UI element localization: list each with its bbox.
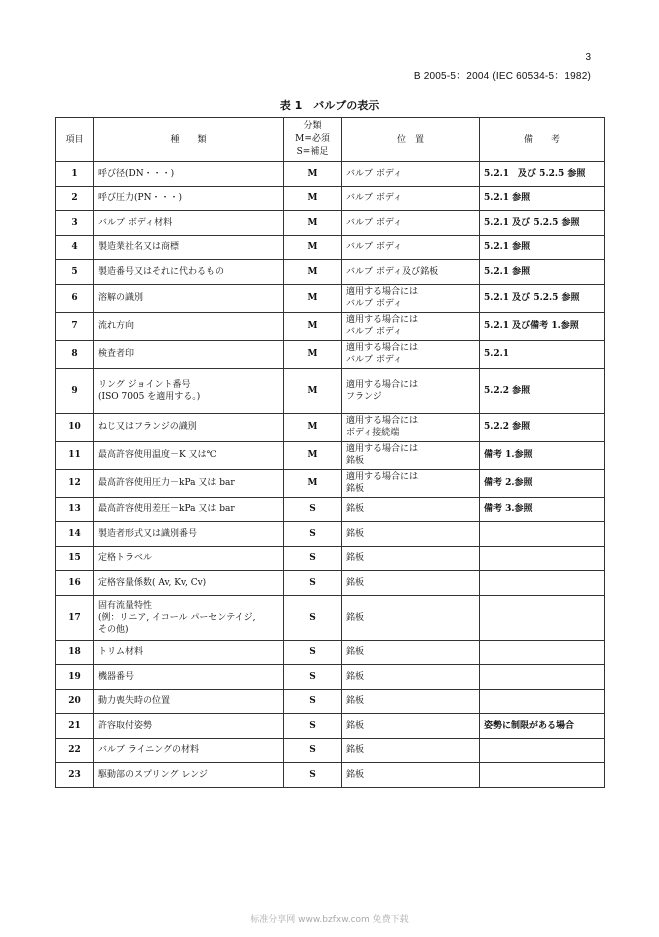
row-kind: リング ジョイント番号 (ISO 7005 を適用する。) [94,368,284,413]
row-classification: S [284,714,342,739]
row-position: 銘板 [342,571,480,596]
table-row [56,235,605,260]
header-classification: 分類 M=必須 S=補足 [284,118,342,162]
row-kind: 溶解の識別 [94,284,284,312]
row-kind: 最高許容使用圧力－kPa 又は bar [94,469,284,497]
table-header-row [56,118,605,162]
row-kind: 駆動部のスプリング レンジ [94,763,284,788]
row-remarks [480,546,605,571]
header-remarks: 備 考 [480,118,605,162]
row-classification: M [284,162,342,187]
row-item-no: 18 [56,640,94,665]
row-kind: バルブ ボディ材料 [94,211,284,236]
row-position: 銘板 [342,738,480,763]
row-position: 適用する場合には バルブ ボディ [342,340,480,368]
row-kind: 製造業社名又は商標 [94,235,284,260]
table-row [56,595,605,640]
row-kind: ねじ又はフランジの識別 [94,413,284,441]
row-kind: バルブ ライニングの材料 [94,738,284,763]
row-remarks [480,595,605,640]
row-item-no: 6 [56,284,94,312]
table-row [56,211,605,236]
row-classification: S [284,738,342,763]
row-item-no: 20 [56,689,94,714]
row-position: 適用する場合には ボディ接続端 [342,413,480,441]
row-classification: M [284,441,342,469]
row-position: バルブ ボディ [342,211,480,236]
table-row [56,441,605,469]
table-row [56,714,605,739]
row-position: 銘板 [342,689,480,714]
table-row [56,522,605,547]
row-remarks [480,738,605,763]
row-kind: 機器番号 [94,665,284,690]
header-item-no: 項目 [56,118,94,162]
row-kind: 定格トラベル [94,546,284,571]
row-item-no: 8 [56,340,94,368]
row-kind: 許容取付姿勢 [94,714,284,739]
table-row [56,665,605,690]
row-remarks: 5.2.1 及び 5.2.5 参照 [480,162,605,187]
row-classification: M [284,211,342,236]
table-row [56,186,605,211]
header-kind: 種 類 [94,118,284,162]
row-position: 銘板 [342,665,480,690]
row-position: 銘板 [342,497,480,522]
row-classification: S [284,546,342,571]
row-item-no: 23 [56,763,94,788]
row-kind: トリム材料 [94,640,284,665]
row-classification: S [284,522,342,547]
row-item-no: 11 [56,441,94,469]
row-remarks: 5.2.2 参照 [480,368,605,413]
row-classification: S [284,595,342,640]
row-kind: 流れ方向 [94,312,284,340]
row-item-no: 15 [56,546,94,571]
row-item-no: 13 [56,497,94,522]
row-remarks [480,571,605,596]
row-remarks [480,522,605,547]
row-remarks: 5.2.1 [480,340,605,368]
row-position: バルブ ボディ [342,186,480,211]
row-classification: S [284,497,342,522]
row-item-no: 17 [56,595,94,640]
row-position: 適用する場合には バルブ ボディ [342,312,480,340]
row-kind: 最高許容使用差圧－kPa 又は bar [94,497,284,522]
table-row [56,571,605,596]
row-kind: 検査者印 [94,340,284,368]
table-row [56,162,605,187]
row-position: 適用する場合には フランジ [342,368,480,413]
row-item-no: 4 [56,235,94,260]
row-item-no: 3 [56,211,94,236]
row-classification: M [284,340,342,368]
row-item-no: 9 [56,368,94,413]
document-id: B 2005-5：2004 (IEC 60534-5：1982) [413,71,591,82]
row-remarks: 備考 3.参照 [480,497,605,522]
table-row [56,689,605,714]
row-kind: 固有流量特性 (例：リニア, イコール パーセンテイジ, その他) [94,595,284,640]
row-kind: 製造者形式又は識別番号 [94,522,284,547]
row-position: バルブ ボディ及び銘板 [342,260,480,285]
row-remarks [480,689,605,714]
row-kind: 最高許容使用温度－K 又は℃ [94,441,284,469]
table-row [56,312,605,340]
row-classification: M [284,368,342,413]
row-kind: 定格容量係数( Av, Kv, Cv) [94,571,284,596]
table-row [56,640,605,665]
page-number: 3 [585,52,591,63]
row-position: バルブ ボディ [342,162,480,187]
row-position: 銘板 [342,546,480,571]
row-classification: M [284,235,342,260]
row-remarks: 5.2.1 参照 [480,235,605,260]
row-classification: M [284,284,342,312]
row-remarks [480,640,605,665]
row-item-no: 2 [56,186,94,211]
row-item-no: 7 [56,312,94,340]
row-position: 銘板 [342,595,480,640]
row-classification: S [284,689,342,714]
row-item-no: 14 [56,522,94,547]
row-position: 銘板 [342,522,480,547]
table-row [56,260,605,285]
table-row [56,368,605,413]
row-position: 銘板 [342,640,480,665]
row-item-no: 10 [56,413,94,441]
row-classification: S [284,763,342,788]
row-remarks: 5.2.1 及び 5.2.5 参照 [480,284,605,312]
row-remarks: 姿勢に制限がある場合 [480,714,605,739]
row-classification: M [284,260,342,285]
row-classification: M [284,469,342,497]
row-kind: 動力喪失時の位置 [94,689,284,714]
row-item-no: 12 [56,469,94,497]
row-remarks: 備考 2.参照 [480,469,605,497]
table-row [56,284,605,312]
row-remarks: 5.2.1 及び 5.2.5 参照 [480,211,605,236]
row-remarks: 備考 1.参照 [480,441,605,469]
row-position: 銘板 [342,763,480,788]
row-remarks: 5.2.2 参照 [480,413,605,441]
row-remarks [480,763,605,788]
row-classification: M [284,312,342,340]
row-classification: M [284,186,342,211]
row-remarks [480,665,605,690]
row-item-no: 1 [56,162,94,187]
row-item-no: 16 [56,571,94,596]
table-row [56,413,605,441]
row-classification: S [284,640,342,665]
table-row [56,469,605,497]
row-item-no: 5 [56,260,94,285]
watermark: 标准分享网 www.bzfxw.com 免费下载 [250,915,409,925]
row-item-no: 21 [56,714,94,739]
header-position: 位 置 [342,118,480,162]
valve-marking-table [55,117,605,788]
row-position: 適用する場合には バルブ ボディ [342,284,480,312]
row-remarks: 5.2.1 及び備考 1.参照 [480,312,605,340]
row-position: 銘板 [342,714,480,739]
row-position: 適用する場合には 銘板 [342,441,480,469]
row-item-no: 19 [56,665,94,690]
table-row [56,738,605,763]
row-position: 適用する場合には 銘板 [342,469,480,497]
row-classification: S [284,665,342,690]
row-classification: M [284,413,342,441]
table-row [56,340,605,368]
row-remarks: 5.2.1 参照 [480,260,605,285]
row-kind: 製造番号又はそれに代わるもの [94,260,284,285]
table-row [56,546,605,571]
row-kind: 呼び径(DN・・・) [94,162,284,187]
row-kind: 呼び圧力(PN・・・) [94,186,284,211]
row-item-no: 22 [56,738,94,763]
row-remarks: 5.2.1 参照 [480,186,605,211]
row-classification: S [284,571,342,596]
table-title: 表 1 バルブの表示 [279,99,380,112]
table-row [56,497,605,522]
row-position: バルブ ボディ [342,235,480,260]
table-row [56,763,605,788]
